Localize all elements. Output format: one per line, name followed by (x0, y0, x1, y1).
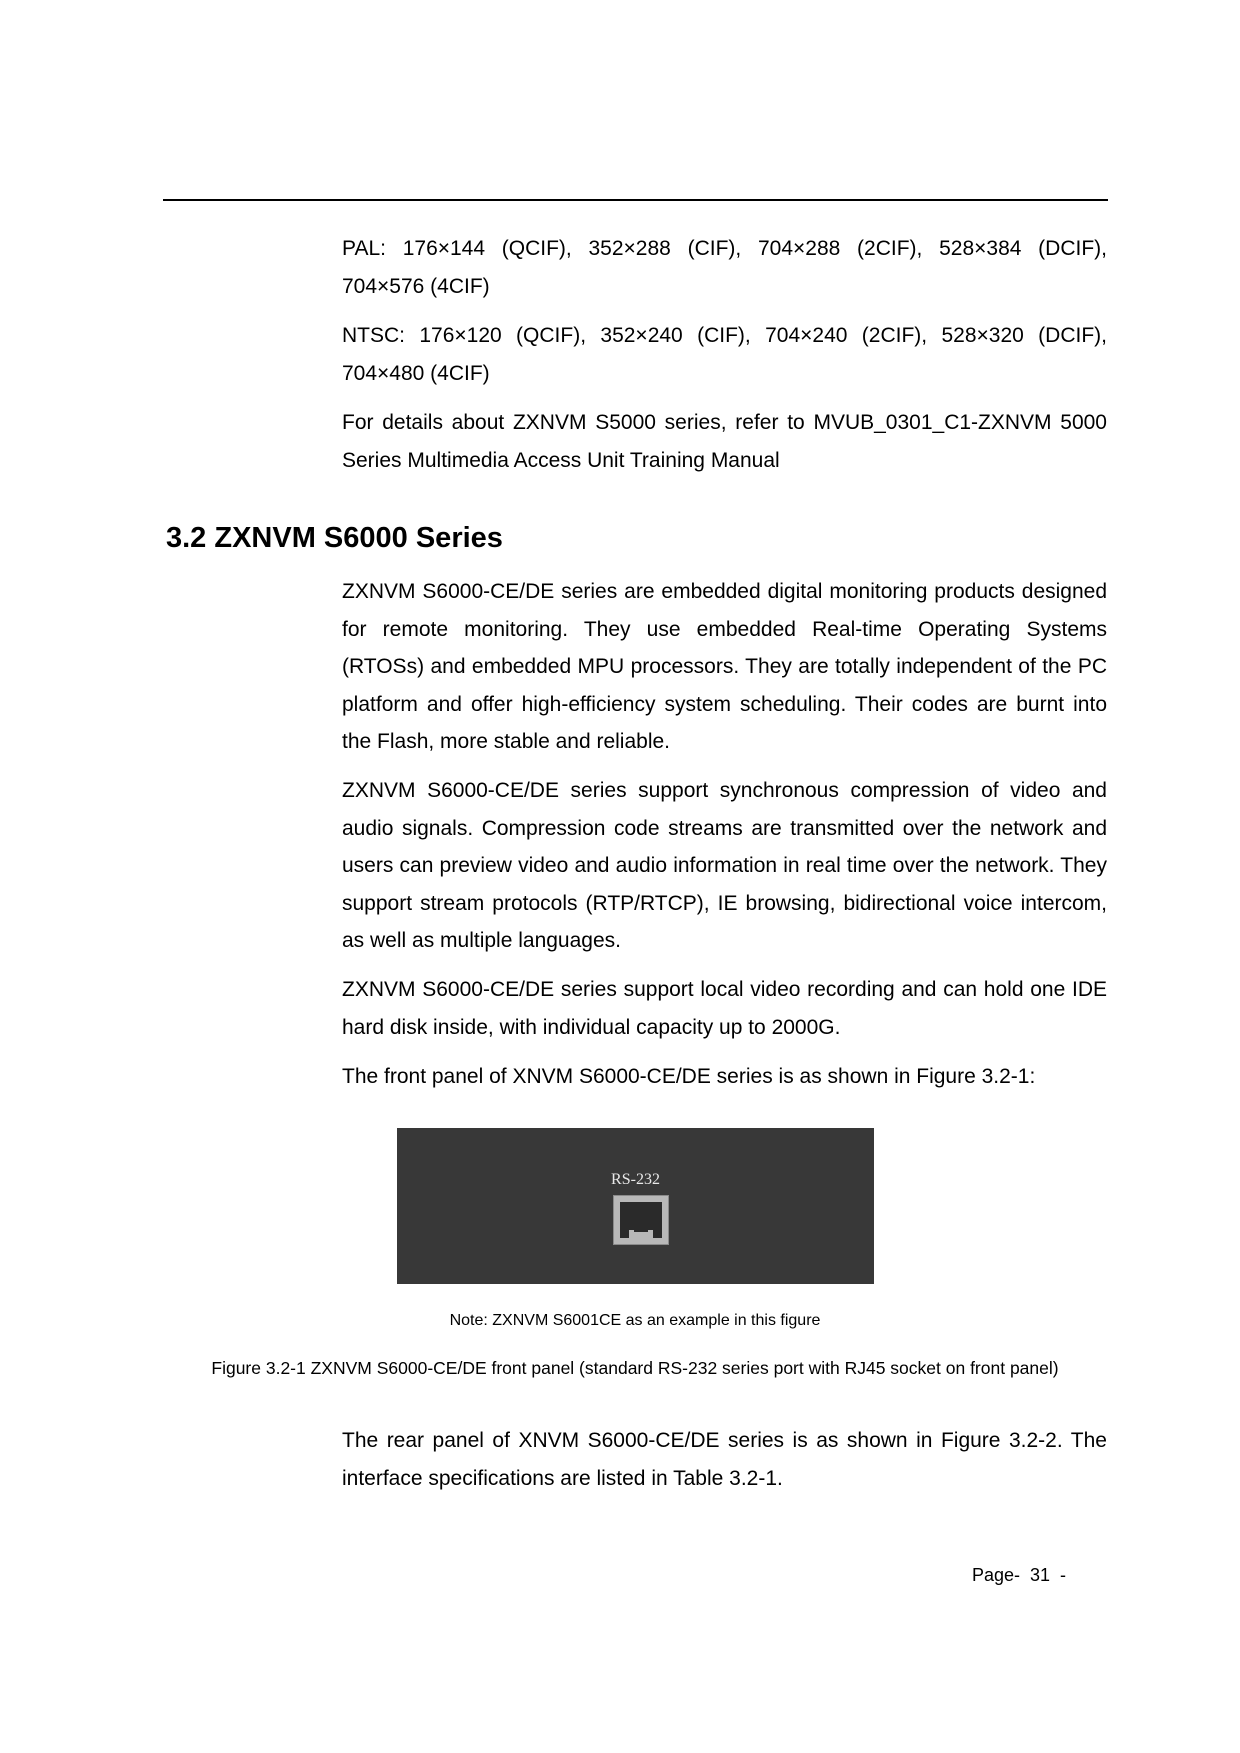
paragraph-s6000-compression: ZXNVM S6000-CE/DE series support synchronous compression of video and audio signals. Compression code streams are transmitted over the network and users can preview video and audio information in real time over the network. They support stream protocols (RTP/RTCP), IE browsing, bidirectional voice intercom, as well as multiple languages. (342, 779, 1107, 952)
paragraph-front-panel-intro: The front panel of XNVM S6000-CE/DE series is as shown in Figure 3.2-1: (342, 1065, 1036, 1088)
figure-note: Note: ZXNVM S6001CE as an example in this figure (449, 1312, 821, 1329)
front-panel-figure (397, 1128, 874, 1284)
section-heading: 3.2 ZXNVM S6000 Series (166, 522, 503, 554)
paragraph-rear-panel-intro: The rear panel of XNVM S6000-CE/DE series is as shown in Figure 3.2-2. The interface specifications are listed in Table 3.2-1. (342, 1429, 1107, 1490)
figure-caption: Figure 3.2-1 ZXNVM S6000-CE/DE front panel (standard RS-232 series port with RJ45 socket on front panel) (211, 1358, 1059, 1378)
paragraph-pal-resolutions: PAL: 176×144 (QCIF), 352×288 (CIF), 704×288 (2CIF), 528×384 (DCIF), 704×576 (4CIF) (342, 237, 1107, 298)
rj45-socket-icon (613, 1195, 669, 1245)
rs232-port-label: RS-232 (611, 1171, 660, 1188)
paragraph-ntsc-resolutions: NTSC: 176×120 (QCIF), 352×240 (CIF), 704×240 (2CIF), 528×320 (DCIF), 704×480 (4CIF) (342, 324, 1107, 385)
page-number: Page- 31 - (972, 1565, 1067, 1585)
paragraph-s6000-overview: ZXNVM S6000-CE/DE series are embedded digital monitoring products designed for remote monitoring. They use embedded Real-time Operating Systems (RTOSs) and embedded MPU processors. They are totally independent of the PC platform and offer high-efficiency system scheduling. Their codes are burnt into the Flash, more stable and reliable. (342, 580, 1107, 753)
paragraph-s6000-recording: ZXNVM S6000-CE/DE series support local video recording and can hold one IDE hard disk inside, with individual capacity up to 2000G. (342, 978, 1107, 1039)
header-rule (163, 199, 1108, 201)
paragraph-s5000-reference: For details about ZXNVM S5000 series, refer to MVUB_0301_C1-ZXNVM 5000 Series Multimedia Access Unit Training Manual (342, 411, 1107, 472)
